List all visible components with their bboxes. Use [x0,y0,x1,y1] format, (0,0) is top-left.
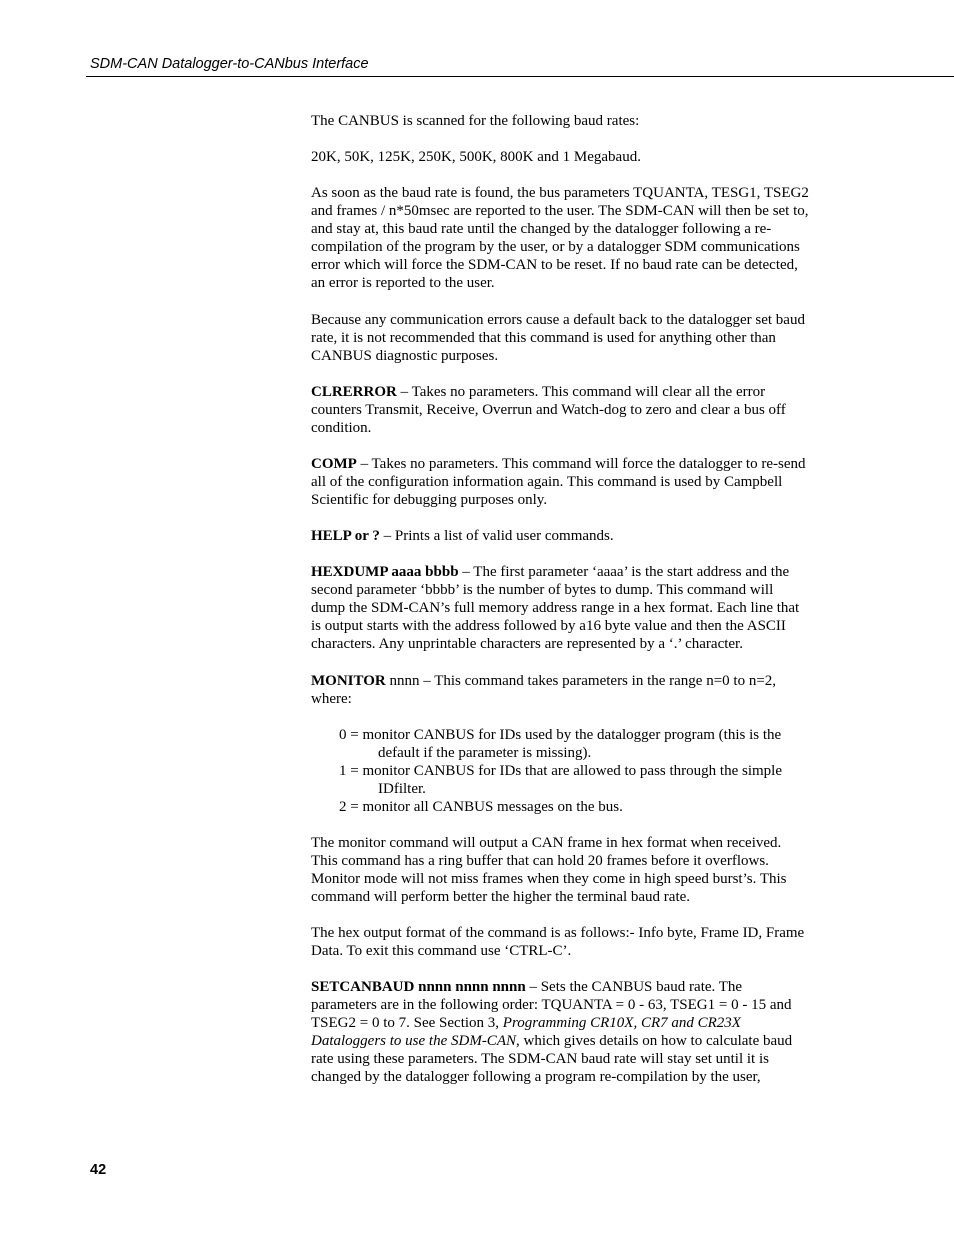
setcanbaud-text-after: , which gives details on how to calculate baud rate using these parameters. The SDM-CAN baud rate will stay set until it is changed by the datalogger following a program re-compilation by the user, [311,1033,793,1086]
running-header-title: SDM-CAN Datalogger-to-CANbus Interface [90,56,369,72]
monitor-paragraph [311,672,811,708]
clrerror-term: CLRERROR [311,383,397,400]
baud-rate-list: 20K, 50K, 125K, 250K, 500K, 800K and 1 Megabaud. [311,149,641,166]
section-reference-title: Programming CR10X, CR7 and CR23X Dataloggers to use the SDM-CAN [311,1015,741,1050]
page-content [311,112,811,1086]
monitor-term: MONITOR [311,672,386,689]
hexdump-text: – The first parameter ‘aaaa’ is the start address and the second parameter ‘bbbb’ is the number of bytes to dump. This command will dump the SDM-CAN’s full memory address range in a hex format. Each line that is output starts with the address followed by a16 byte value and then the ASCII characters. Any unprintable characters are represented by a ‘.’ character. [311,564,800,653]
monitor-text: nnnn – This command takes parameters in the range n=0 to n=2, where: [311,672,777,707]
setcanbaud-text-before: – Sets the CANBUS baud rate. The parameters are in the following order: TQUANTA = 0 - 63, TSEG1 = 0 - 15 and TSEG2 = 0 to 7. See Section 3, [311,979,792,1032]
comp-paragraph [311,455,811,509]
hexdump-paragraph [311,563,811,653]
clrerror-paragraph [311,383,811,437]
comp-text: – Takes no parameters. This command will force the datalogger to re-send all of the configuration information again. This command is used by Campbell Scientific for debugging purposes only. [311,455,806,508]
hexdump-term: HEXDUMP aaaa bbbb [311,564,459,581]
monitor-options-list [311,726,811,816]
clrerror-text: – Takes no parameters. This command will clear all the error counters Transmit, Receive, Overrun and Watch-dog to zero and clear a bus off condition. [311,383,786,436]
setcanbaud-term: SETCANBAUD nnnn nnnn nnnn [311,979,526,996]
hex-format-paragraph: The hex output format of the command is as follows:- Info byte, Frame ID, Frame Data. To exit this command use ‘CTRL-C’. [311,925,805,960]
monitor-option-2: 2 = monitor all CANBUS messages on the bus. [339,798,623,815]
monitor-description-paragraph: The monitor command will output a CAN frame in hex format when received. This command has a ring buffer that can hold 20 frames before it overflows. Monitor mode will not miss frames when they come in high speed burst’s. This command will perform better the higher the terminal baud rate. [311,834,787,905]
header-rule [86,76,954,77]
setcanbaud-paragraph [311,978,811,1086]
help-term: HELP or ? [311,528,380,545]
monitor-option-0: 0 = monitor CANBUS for IDs used by the datalogger program (this is the default if the parameter is missing). [339,726,782,761]
page-number: 42 [90,1162,107,1178]
monitor-option-1: 1 = monitor CANBUS for IDs that are allowed to pass through the simple IDfilter. [339,762,782,797]
baud-found-paragraph: As soon as the baud rate is found, the bus parameters TQUANTA, TESG1, TSEG2 and frames / n*50msec are reported to the user. The SDM-CAN will then be set to, and stay at, this baud rate until the changed by the datalogger following a re-compilation of the program by the user, or by a datalogger SDM communications error which will force the SDM-CAN to be reset. If no baud rate can be detected, an error is reported to the user. [311,185,809,292]
warning-paragraph: Because any communication errors cause a default back to the datalogger set baud rate, it is not recommended that this command is used for anything other than CANBUS diagnostic purposes. [311,311,805,364]
help-text: – Prints a list of valid user commands. [379,528,614,545]
help-paragraph [311,527,811,545]
comp-term: COMP [311,455,357,472]
intro-paragraph: The CANBUS is scanned for the following baud rates: [311,113,640,129]
